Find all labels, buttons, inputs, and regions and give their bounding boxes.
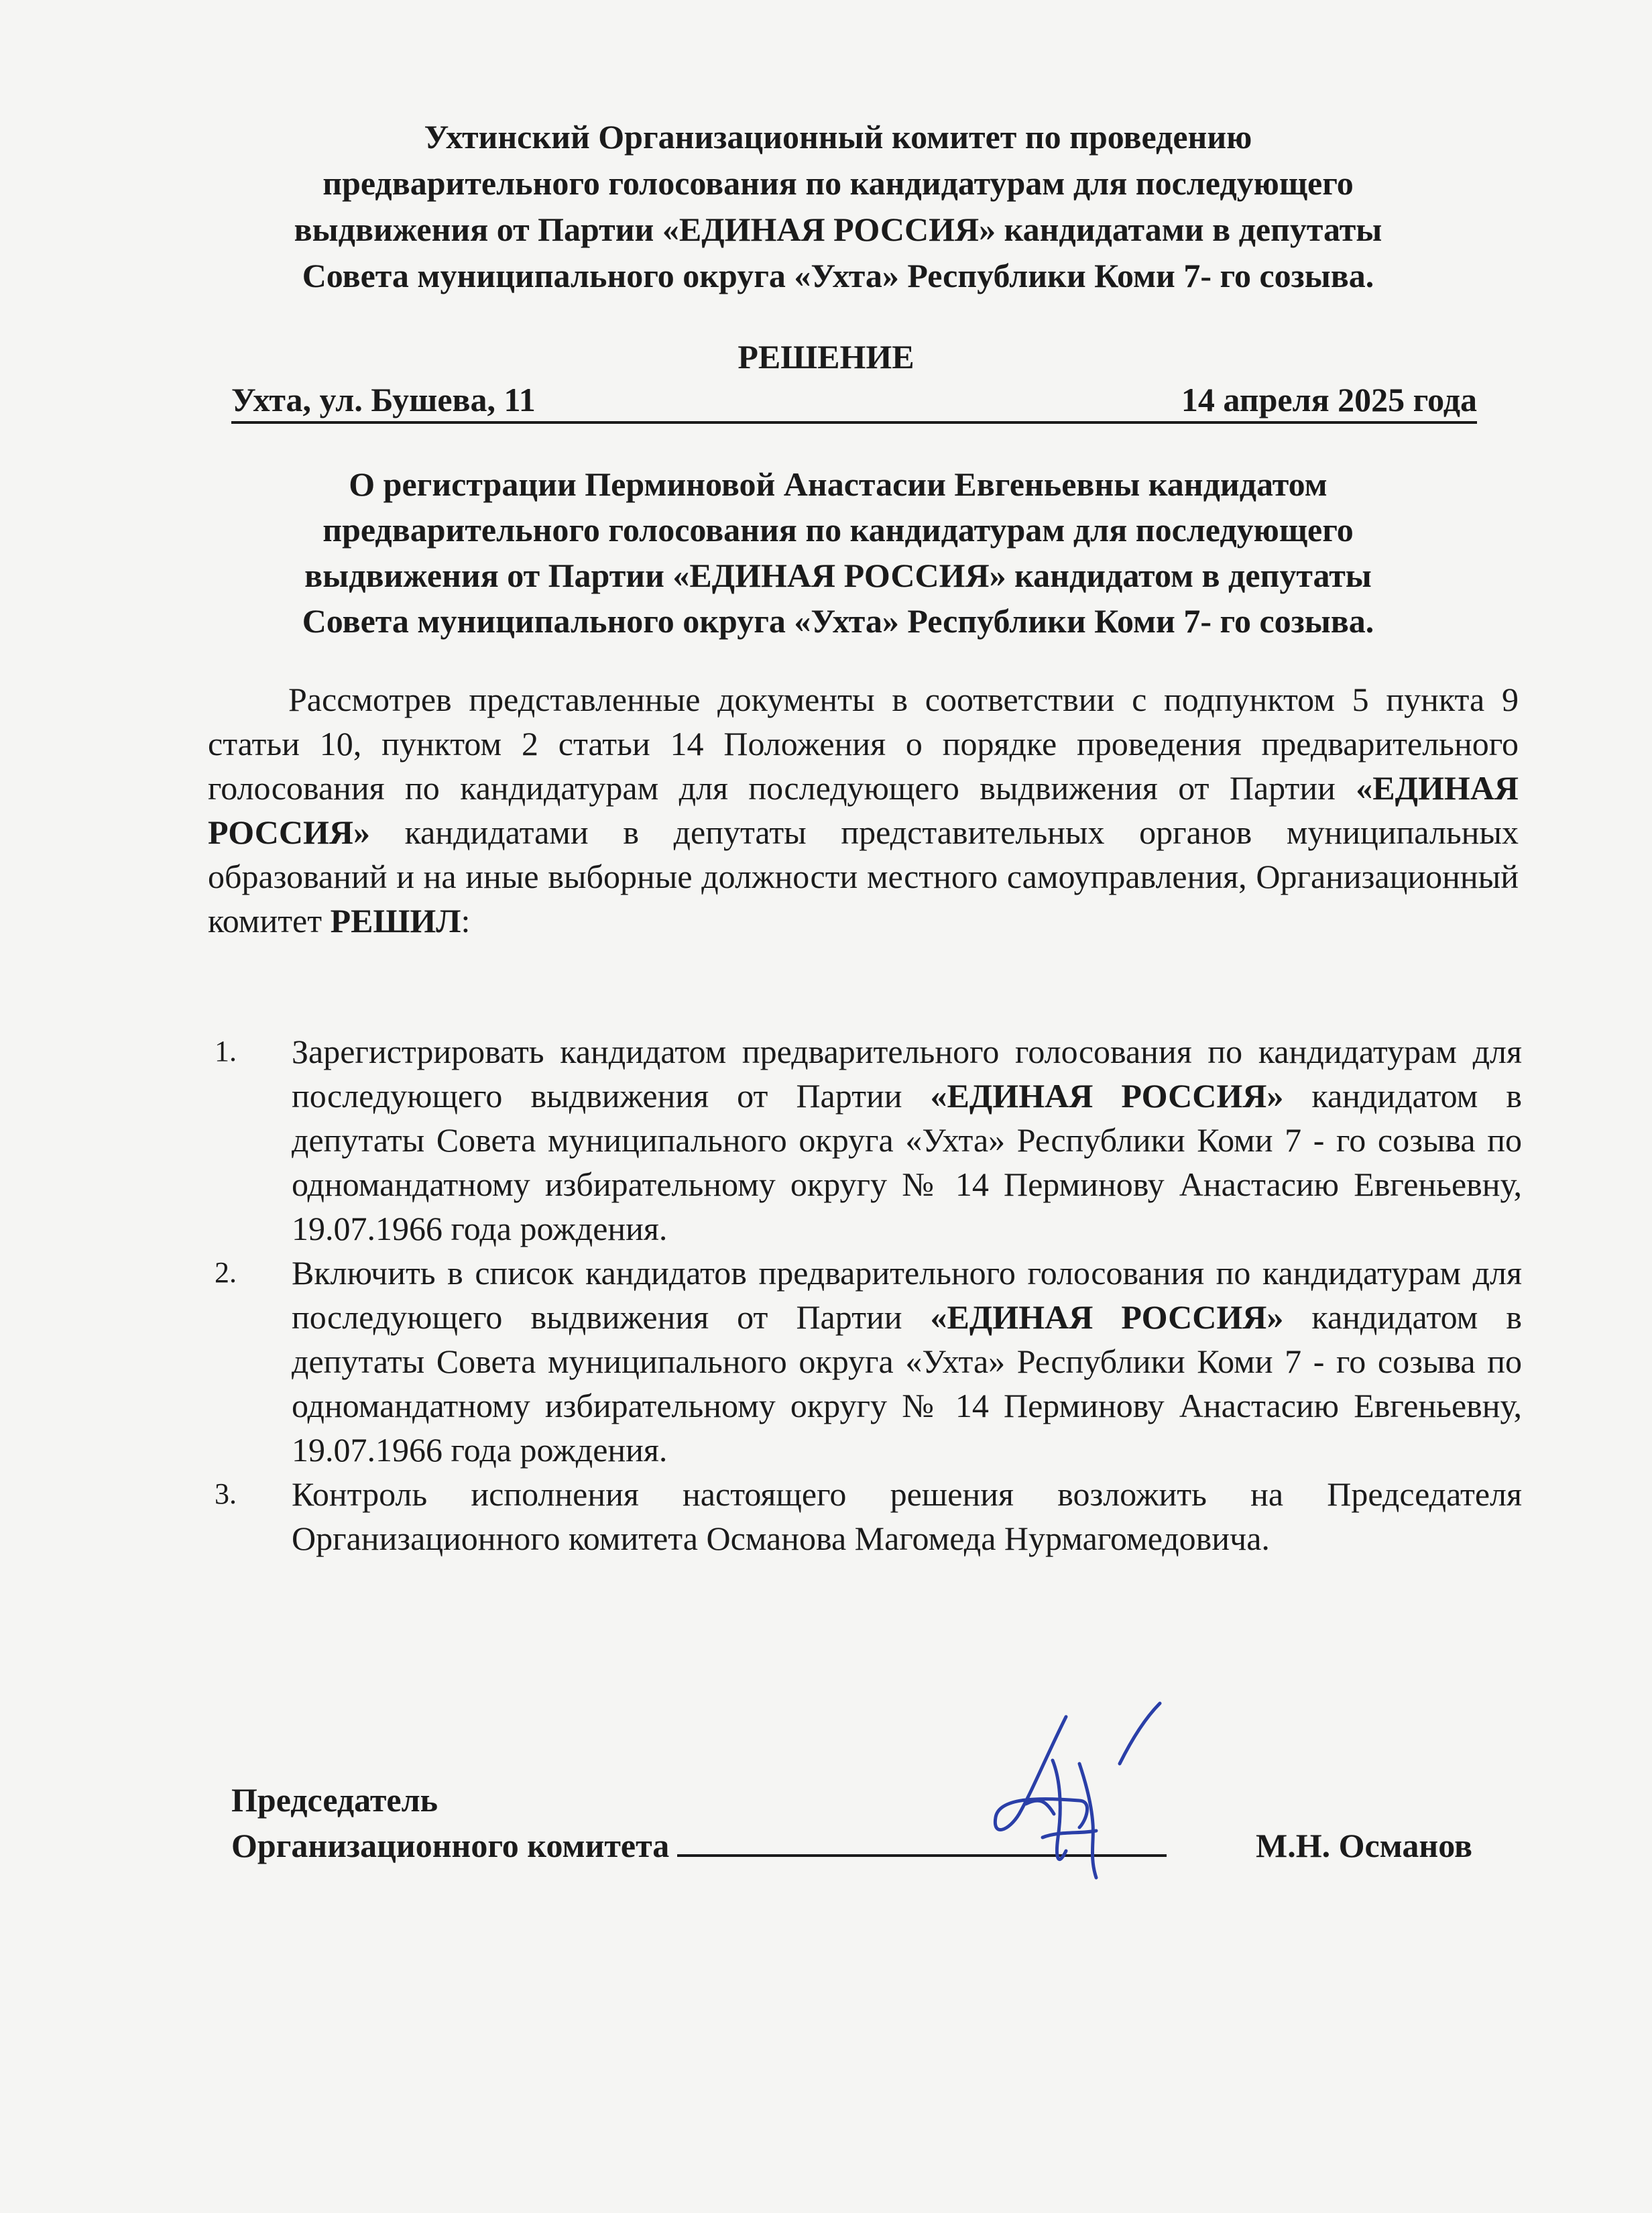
- signer-title-line1: Председатель: [231, 1781, 438, 1819]
- subject-line: Совета муниципального округа «Ухта» Республики Коми 7- го созыва.: [302, 602, 1374, 640]
- decision-item: [208, 1251, 1522, 1472]
- item-text: Контроль исполнения настоящего решения возложить на Председателя Организационного комитета Османова Магомеда Нурмагомедовича.: [292, 1475, 1522, 1557]
- item-number: 1.: [215, 1035, 237, 1068]
- item-number: 3.: [215, 1477, 237, 1510]
- signer-title-line2: Организационного комитета: [231, 1827, 670, 1864]
- decision-item: [208, 1472, 1522, 1561]
- item-text: Включить в список кандидатов предварительного голосования по кандидатурам для последующего выдвижения от Партии: [292, 1254, 1522, 1336]
- subject-line: выдвижения от Партии «ЕДИНАЯ РОССИЯ» кандидатом в депутаты: [304, 557, 1372, 594]
- signer-name: М.Н. Османов: [1256, 1827, 1472, 1864]
- intro-paragraph: [208, 677, 1519, 943]
- intro-tail: :: [461, 902, 471, 940]
- decision-date: 14 апреля 2025 года: [1181, 381, 1477, 418]
- place-date-row: [231, 380, 1477, 424]
- place-address: Ухта, ул. Бушева, 11: [231, 381, 536, 418]
- decision-items: [208, 1029, 1522, 1561]
- resolved-word: РЕШИЛ: [330, 902, 461, 940]
- decision-title: РЕШЕНИЕ: [738, 338, 914, 376]
- header-line: Ухтинский Организационный комитет по проведению: [424, 118, 1252, 156]
- party-name: «ЕДИНАЯ РОССИЯ»: [930, 1077, 1284, 1115]
- party-name: «ЕДИНАЯ РОССИЯ»: [930, 1298, 1284, 1336]
- decision-subject: [174, 461, 1502, 644]
- intro-text: Рассмотрев представленные документы в соответствии с подпунктом 5 пункта 9 статьи 10, пунктом 2 статьи 14 Положения о порядке проведения предварительного голосования по кандидатурам для последующего выдвижения от Партии: [208, 681, 1519, 807]
- decision-item: [208, 1029, 1522, 1251]
- handwritten-signature: [979, 1697, 1207, 1898]
- subject-line: предварительного голосования по кандидатурам для последующего: [322, 511, 1354, 549]
- header-line: Совета муниципального округа «Ухта» Республики Коми 7- го созыва.: [302, 257, 1374, 294]
- party-name: «ЕДИНАЯ РОССИЯ»: [208, 769, 1519, 851]
- header-line: выдвижения от Партии «ЕДИНАЯ РОССИЯ» кандидатами в депутаты: [294, 211, 1382, 248]
- item-text: кандидатом в депутаты Совета муниципального округа «Ухта» Республики Коми 7 - го созыва по одномандатному избирательному округу № 14 Перминову Анастасию Евгеньевну, 19.07.1966 года рождения.: [292, 1298, 1523, 1469]
- item-number: 2.: [215, 1256, 237, 1289]
- intro-text: кандидатами в депутаты представительных органов муниципальных образований и на иные выборные должности местного самоуправления, Организационный комитет: [208, 813, 1519, 940]
- item-text: Зарегистрировать кандидатом предварительного голосования по кандидатурам для последующего выдвижения от Партии: [292, 1033, 1522, 1115]
- item-text: кандидатом в депутаты Совета муниципального округа «Ухта» Республики Коми 7 - го созыва по одномандатному избирательному округу № 14 Перминову Анастасию Евгеньевну, 19.07.1966 года рождения.: [292, 1077, 1523, 1247]
- subject-line: О регистрации Перминовой Анастасии Евгеньевны кандидатом: [349, 465, 1328, 503]
- organization-header: [174, 114, 1502, 299]
- header-line: предварительного голосования по кандидатурам для последующего: [322, 164, 1354, 202]
